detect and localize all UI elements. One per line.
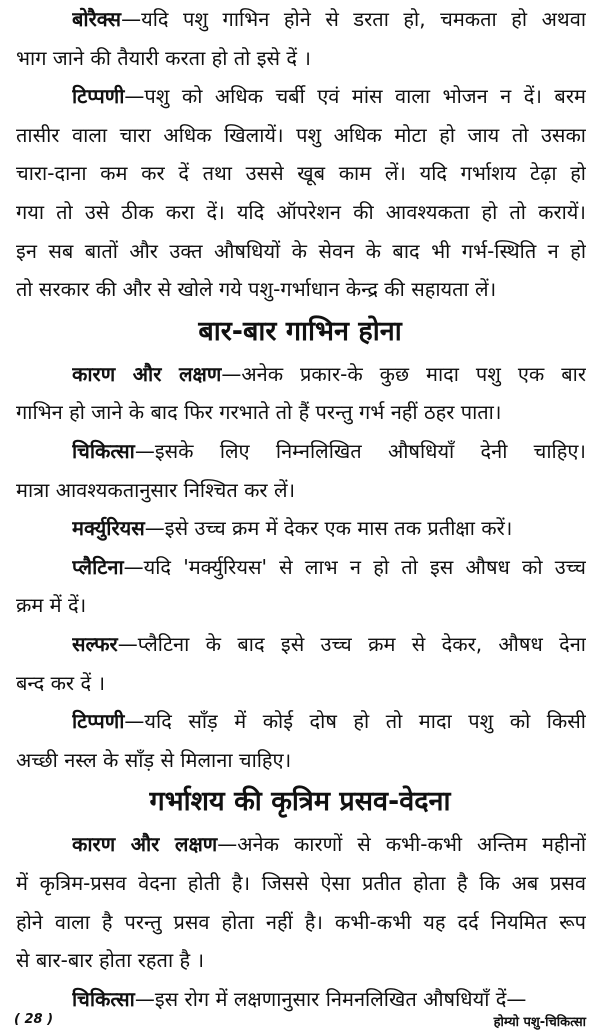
- paragraph-line: तो सरकार की और से खोले गये पशु-गर्भाधान केन्द्र की सहायता लें।: [16, 277, 497, 302]
- paragraph-line: [72, 432, 586, 470]
- paragraph-lead-term: कारण और लक्षण: [72, 361, 222, 386]
- paragraph-lead-term: कारण और लक्षण: [72, 832, 218, 857]
- paragraph-line: मात्रा आवश्यकतानुसार निश्चित कर लें।: [16, 477, 296, 502]
- paragraph-line: बन्द कर दें ।: [16, 670, 106, 695]
- section-heading: गर्भाशय की कृत्रिम प्रसव-वेदना: [149, 786, 451, 818]
- section-heading: बार-बार गाभिन होना: [198, 315, 402, 347]
- paragraph-lead-term: प्लैटिना: [72, 554, 124, 579]
- paragraph-line: गया तो उसे ठीक करा दें। यदि ऑपरेशन की आवश्यकता हो तो करायें।: [16, 200, 586, 224]
- book-title: होम्यो पशु-चिकित्सा: [493, 1015, 586, 1030]
- page-footer: [0, 1012, 600, 1036]
- paragraph-text: —यदि साँड़ में कोई दोष हो तो मादा पशु को किसी: [124, 709, 586, 734]
- paragraph-lead-term: टिप्पणी: [72, 84, 125, 109]
- paragraph-text: —पशु को अधिक चर्बी एवं मांस वाला भोजन न दें। बरम: [124, 84, 586, 109]
- paragraph-line: [72, 825, 586, 863]
- paragraph-line: [72, 355, 586, 393]
- paragraph-line: इन सब बातों और उक्त औषधियों के सेवन के बाद भी गर्भ-स्थिति न हो: [16, 238, 586, 263]
- paragraph-line: क्रम में दें।: [16, 593, 87, 618]
- paragraph-text: —अनेक कारणों से कभी-कभी अन्तिम महीनों: [217, 832, 586, 857]
- paragraph-line: गाभिन हो जाने के बाद फिर गरभाते तो हैं परन्तु गर्भ नहीं ठहर पाता।: [16, 400, 502, 425]
- paragraph-lead-term: टिप्पणी: [72, 709, 125, 734]
- paragraph-line: [72, 509, 586, 547]
- paragraph-line: [72, 702, 586, 740]
- paragraph-line: में कृत्रिम-प्रसव वेदना होती है। जिससे ऐसा प्रतीत होता है कि अब प्रसव: [16, 871, 586, 895]
- paragraph-lead-term: चिकित्सा: [72, 986, 135, 1011]
- paragraph-line: तासीर वाला चारा अधिक खिलायें। पशु अधिक मोटा हो जाय तो उसका: [16, 122, 586, 147]
- paragraph-line: चारा-दाना कम कर दें तथा उससे खूब काम लें। यदि गर्भाशय टेढ़ा हो: [16, 161, 586, 186]
- paragraph-lead-term: बोरैक्स: [72, 7, 122, 31]
- paragraph-line: [72, 548, 586, 586]
- paragraph-lead-term: मर्क्युरियस: [72, 516, 145, 541]
- paragraph-line: से बार-बार होता रहता है ।: [16, 948, 205, 973]
- paragraph-line: अच्छी नस्ल के साँड़ से मिलाना चाहिए।: [16, 747, 292, 772]
- paragraph-text: —इस रोग में लक्षणानुसार निमनलिखित औषधियाँ दें—: [134, 986, 527, 1011]
- paragraph-line: [72, 77, 586, 115]
- paragraph-text: —प्लैटिना के बाद इसे उच्च क्रम से देकर, औषध देना: [117, 632, 586, 656]
- paragraph-lead-term: चिकित्सा: [72, 439, 135, 463]
- paragraph-text: —अनेक प्रकार-के कुछ मादा पशु एक बार: [221, 361, 586, 386]
- page-number: ( 28 ): [14, 1012, 54, 1027]
- paragraph-line: [72, 625, 586, 663]
- paragraph-text: —यदि 'मर्क्युरियस' से लाभ न हो तो इस औषध को उच्च: [123, 554, 586, 579]
- paragraph-line: होने वाला है परन्तु प्रसव होता नहीं है। कभी-कभी यह दर्द नियमित रूप: [16, 909, 586, 934]
- paragraph-lead-term: सल्फर: [72, 632, 118, 656]
- paragraph-text: —इसे उच्च क्रम में देकर एक मास तक प्रतीक्षा करें।: [144, 516, 513, 541]
- paragraph-text: —यदि पशु गाभिन होने से डरता हो, चमकता हो अथवा: [121, 7, 586, 31]
- paragraph-line: [72, 0, 586, 38]
- paragraph-text: —इसके लिए निम्नलिखित औषधियाँ देनी चाहिए।: [134, 439, 586, 463]
- paragraph-line: भाग जाने की तैयारी करता हो तो इसे दें ।: [16, 45, 311, 70]
